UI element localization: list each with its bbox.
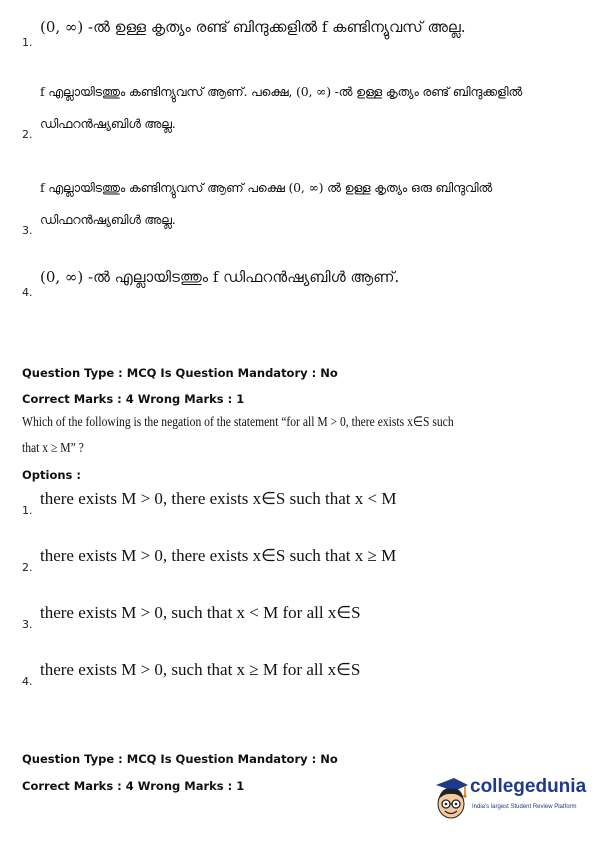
- option-number: 2.: [22, 561, 33, 574]
- logo-tagline: India's largest Student Review Platform: [472, 804, 577, 810]
- option-number: 3.: [22, 224, 33, 237]
- option-text-line1: f എല്ലായിടത്തും കണ്ടിന്യുവസ് ആണ്. പക്ഷെ, (0, ∞) -ൽ ഉള്ള കൃത്യം രണ്ട് ബിന്ദുക്കളിൽ: [40, 84, 523, 99]
- option-text-line1: f എല്ലായിടത്തും കണ്ടിന്യുവസ് ആണ് പക്ഷെ (0, ∞) ൽ ഉള്ള കൃത്യം ഒരു ബിന്ദുവിൽ: [40, 180, 493, 195]
- option-text: (0, ∞) -ൽ ഉള്ള കൃത്യം രണ്ട് ബിന്ദുക്കളിൽ f കണ്ടിന്യുവസ് അല്ല.: [40, 18, 466, 36]
- marks-line: Correct Marks : 4 Wrong Marks : 1: [22, 779, 245, 793]
- option-text: there exists M > 0, such that x ≥ M for all x∈S: [40, 660, 361, 679]
- logo-wordmark: collegedunia: [470, 776, 587, 797]
- question-text-line2: that x ≥ M” ?: [22, 440, 84, 455]
- collegedunia-logo: [432, 776, 592, 826]
- option-number: 4.: [22, 286, 33, 299]
- option-number: 2.: [22, 128, 33, 141]
- option-text-line2: ഡിഫറൻഷ്യബിൾ അല്ല.: [40, 212, 176, 227]
- option-text: (0, ∞) -ൽ എല്ലായിടത്തും f ഡിഫറൻഷ്യബിൾ ആണ്.: [40, 268, 400, 286]
- option-text-line2: ഡിഫറൻഷ്യബിൾ അല്ല.: [40, 116, 176, 131]
- question-text-line1: Which of the following is the negation of the statement “for all M > 0, there exists x∈S such: [22, 414, 454, 429]
- question-type-line: Question Type : MCQ Is Question Mandatory : No: [22, 752, 338, 766]
- mascot-icon: [432, 776, 470, 822]
- option-number: 1.: [22, 504, 33, 517]
- option-text: there exists M > 0, there exists x∈S such that x < M: [40, 489, 397, 508]
- option-number: 4.: [22, 675, 33, 688]
- option-number: 3.: [22, 618, 33, 631]
- option-text: there exists M > 0, such that x < M for all x∈S: [40, 603, 361, 622]
- options-label: Options :: [22, 468, 81, 482]
- option-number: 1.: [22, 36, 33, 49]
- marks-line: Correct Marks : 4 Wrong Marks : 1: [22, 392, 245, 406]
- option-text: there exists M > 0, there exists x∈S such that x ≥ M: [40, 546, 397, 565]
- question-type-line: Question Type : MCQ Is Question Mandatory : No: [22, 366, 338, 380]
